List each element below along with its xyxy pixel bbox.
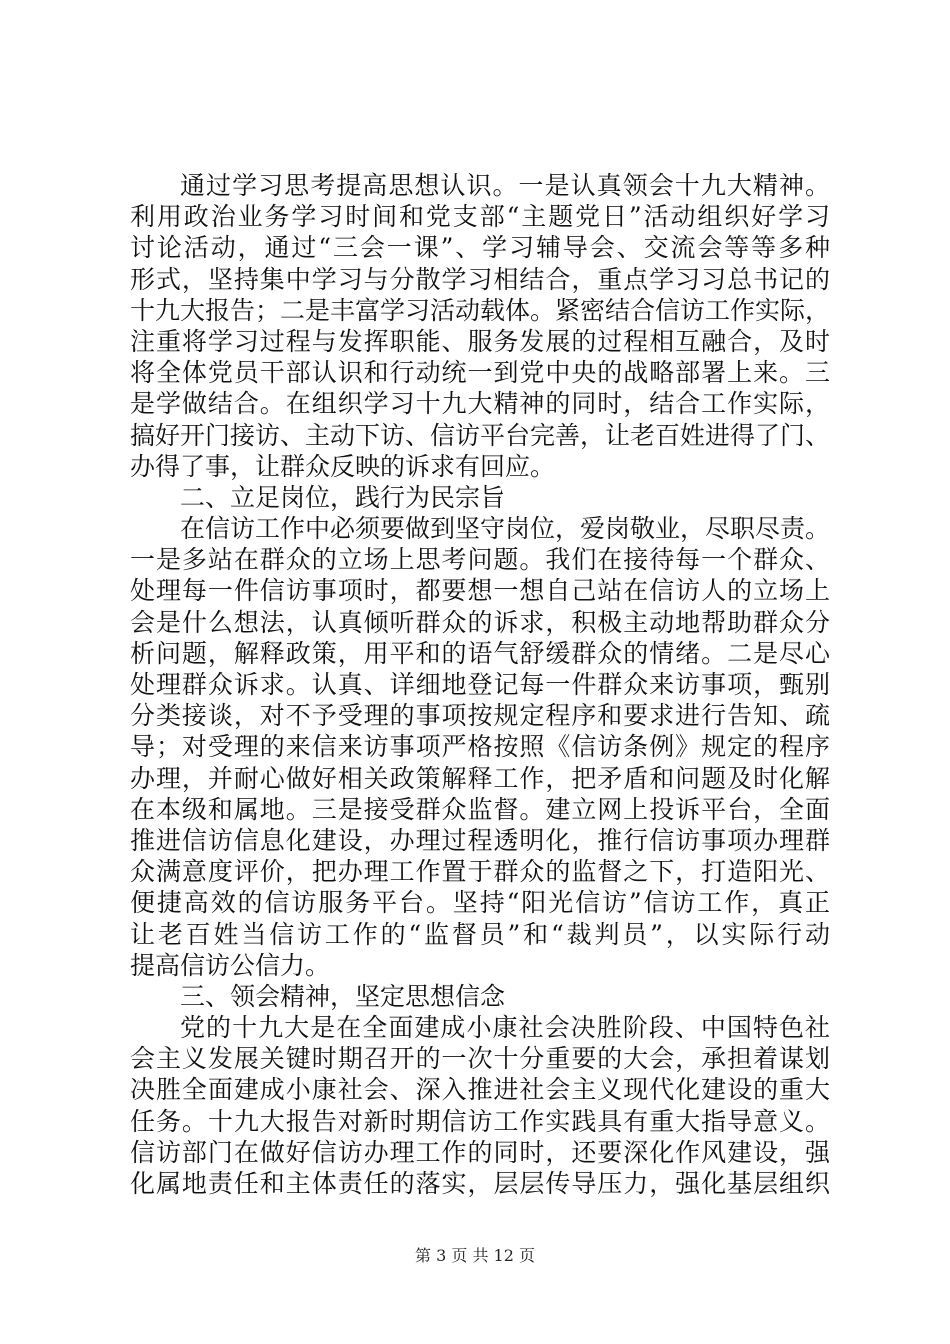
text-line: 党的十九大是在全面建成小康社会决胜阶段、中国特色社 <box>180 1013 830 1043</box>
text-line: 分类接谈，对不予受理的事项按规定程序和要求进行告知、疏 <box>130 701 830 731</box>
text-line: 一是多站在群众的立场上思考问题。我们在接待每一个群众、 <box>130 545 830 575</box>
text-line: 是学做结合。在组织学习十九大精神的同时，结合工作实际， <box>130 389 830 419</box>
text-line: 通过学习思考提高思想认识。一是认真领会十九大精神。 <box>180 171 830 200</box>
text-line: 便捷高效的信访服务平台。坚持“阳光信访”信访工作，真正 <box>130 888 830 918</box>
text-line: 在信访工作中必须要做到坚守岗位，爱岗敬业，尽职尽责。 <box>180 514 831 544</box>
text-line: 利用政治业务学习时间和党支部“主题党日”活动组织好学习 <box>130 202 830 232</box>
text-line: 三、领会精神，坚定思想信念 <box>180 981 506 1011</box>
text-line: 提高信访公信力。 <box>130 950 331 980</box>
page-footer: 第 3 页 共 12 页 <box>415 1246 535 1265</box>
text-line: 办得了事，让群众反映的诉求有回应。 <box>130 451 556 481</box>
text-line: 众满意度评价，把办理工作置于群众的监督之下，打造阳光、 <box>130 857 830 887</box>
text-line: 导；对受理的来信来访事项严格按照《信访条例》规定的程序 <box>130 732 830 762</box>
text-line: 处理每一件信访事项时，都要想一想自己站在信访人的立场上 <box>130 576 830 606</box>
text-line: 会主义发展关键时期召开的一次十分重要的大会，承担着谋划 <box>130 1044 830 1074</box>
text-line: 二、立足岗位，践行为民宗旨 <box>180 482 506 512</box>
text-line: 信访部门在做好信访办理工作的同时，还要深化作风建设，强 <box>130 1137 830 1167</box>
text-line: 讨论活动，通过“三会一课”、学习辅导会、交流会等等多种 <box>130 233 830 263</box>
text-line: 注重将学习过程与发挥职能、服务发展的过程相互融合，及时 <box>130 326 830 356</box>
text-line: 办理，并耐心做好相关政策解释工作，把矛盾和问题及时化解 <box>130 763 830 793</box>
text-line: 任务。十九大报告对新时期信访工作实践具有重大指导意义。 <box>130 1106 830 1136</box>
text-line: 形式，坚持集中学习与分散学习相结合，重点学习习总书记的 <box>130 264 830 294</box>
text-line: 会是什么想法，认真倾听群众的诉求，积极主动地帮助群众分 <box>130 607 830 637</box>
text-line: 化属地责任和主体责任的落实，层层传导压力，强化基层组织 <box>130 1169 830 1198</box>
text-line: 十九大报告；二是丰富学习活动载体。紧密结合信访工作实际， <box>130 295 831 325</box>
text-line: 让老百姓当信访工作的“监督员”和“裁判员”，以实际行动 <box>130 919 830 949</box>
document-body <box>130 170 830 1199</box>
text-line: 将全体党员干部认识和行动统一到党中央的战略部署上来。三 <box>130 358 830 388</box>
text-line: 决胜全面建成小康社会、深入推进社会主义现代化建设的重大 <box>130 1075 830 1105</box>
text-line: 在本级和属地。三是接受群众监督。建立网上投诉平台，全面 <box>130 794 830 824</box>
text-line: 析问题，解释政策，用平和的语气舒缓群众的情绪。二是尽心 <box>130 638 830 668</box>
text-line: 搞好开门接访、主动下访、信访平台完善，让老百姓进得了门、 <box>130 420 831 450</box>
text-line: 推进信访信息化建设，办理过程透明化，推行信访事项办理群 <box>130 825 830 855</box>
text-line: 处理群众诉求。认真、详细地登记每一件群众来访事项，甄别 <box>130 670 830 699</box>
